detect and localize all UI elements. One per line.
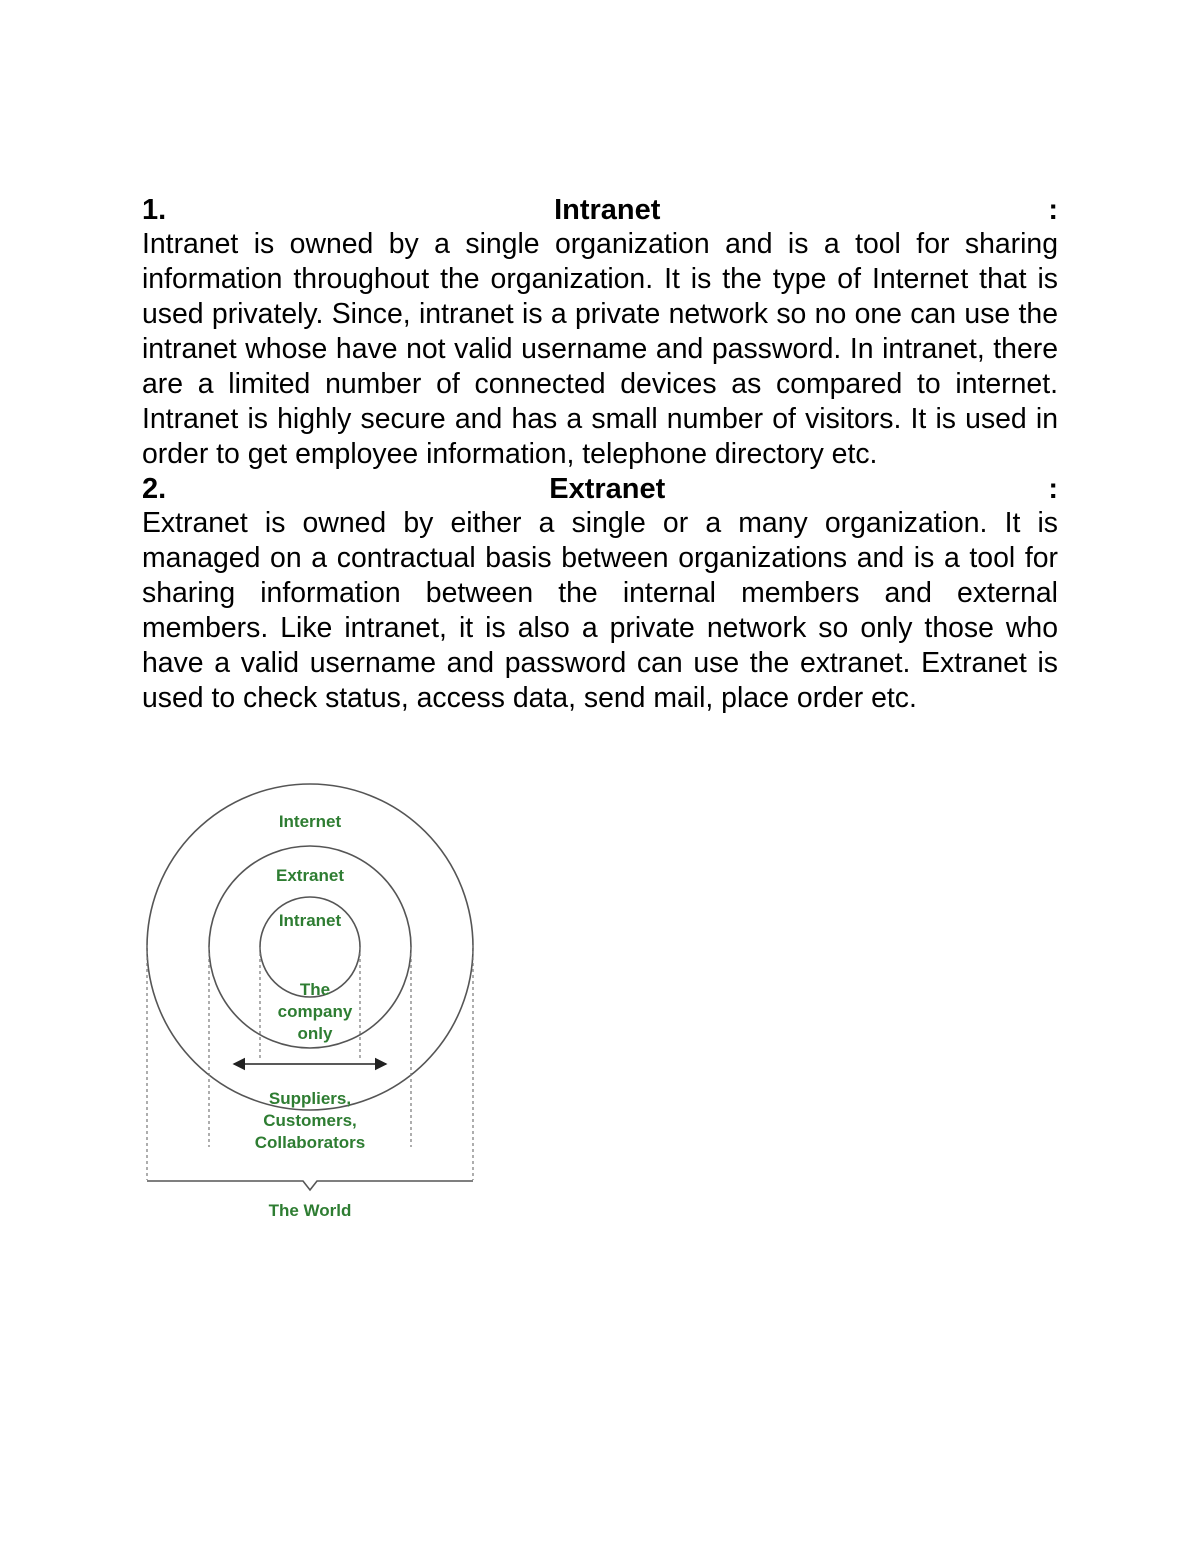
section-heading-intranet — [142, 193, 1058, 227]
internet-label: Internet — [278, 812, 342, 831]
network-scope-diagram — [140, 780, 480, 1230]
partners-label-line3: Collaborators — [254, 1133, 366, 1152]
world-bracket — [147, 1181, 473, 1190]
partners-label-line2: Customers, — [263, 1111, 357, 1130]
world-label: The World — [268, 1201, 352, 1220]
company-label-line1: The — [299, 980, 331, 999]
section-body-intranet: Intranet is owned by a single organization and is a tool for sharing information throughout the organization. It is the type of Internet that is used privately. Since, intranet is a private network so no one can use the intranet whose have not valid username and password. In intranet, there are a limited number of connected devices as compared to internet. Intranet is highly secure and has a small number of visitors. It is used in order to get employee information, telephone directory etc. — [142, 228, 1058, 470]
section-heading-extranet — [142, 472, 1058, 506]
partners-label-line1: Suppliers, — [268, 1089, 352, 1108]
company-label-line3: only — [297, 1024, 333, 1043]
section-colon: : — [1048, 194, 1058, 226]
document-body — [142, 193, 1058, 716]
section-number: 1. — [142, 194, 167, 226]
section-title: Intranet — [554, 194, 661, 226]
company-label-line2: company — [277, 1002, 353, 1021]
section-title: Extranet — [549, 473, 666, 505]
section-colon: : — [1048, 473, 1058, 505]
intranet-label: Intranet — [278, 911, 342, 930]
internet-circle — [147, 784, 473, 1110]
extranet-label: Extranet — [275, 866, 345, 885]
section-body-extranet: Extranet is owned by either a single or a many organization. It is managed on a contractual basis between organizations and is a tool for sharing information between the internal members and external members. Like intranet, it is also a private network so only those who have a valid username and password can use the extranet. Extranet is used to check status, access data, send mail, place order etc. — [142, 507, 1058, 714]
section-number: 2. — [142, 473, 167, 505]
